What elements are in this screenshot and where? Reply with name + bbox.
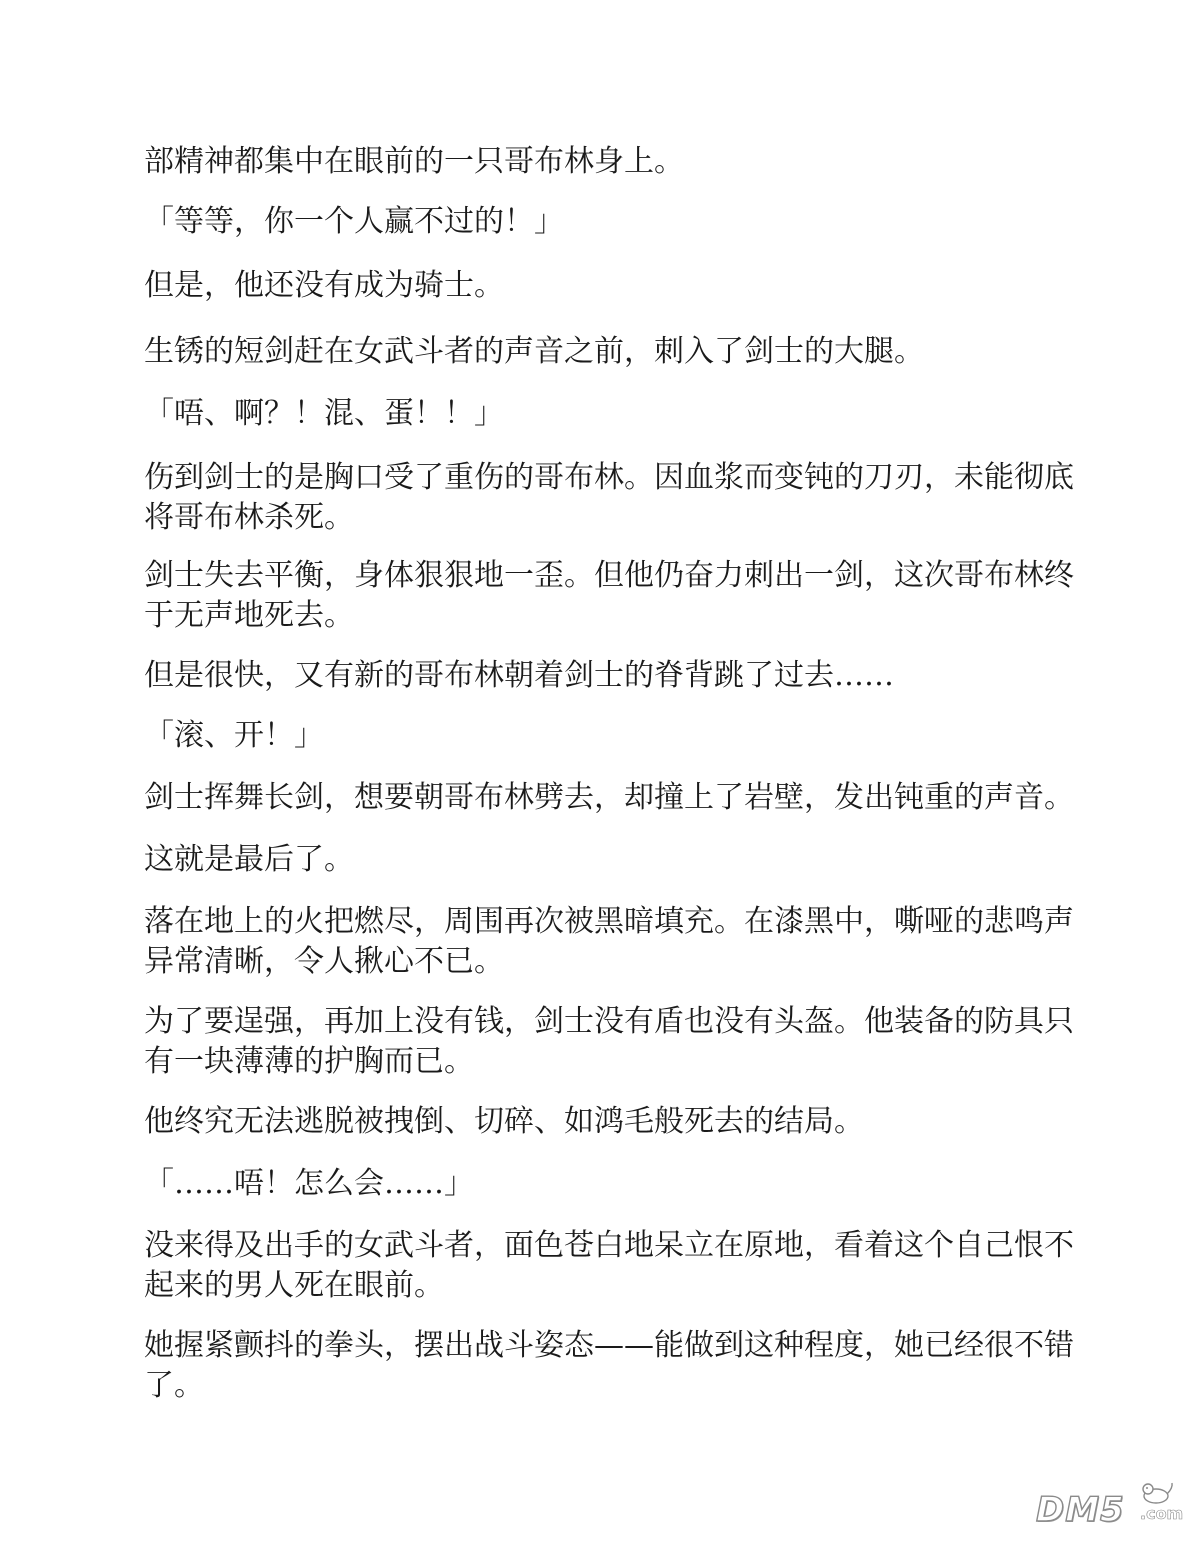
paragraph-1-line-1: 部精神都集中在眼前的一只哥布林身上。 xyxy=(144,144,684,179)
dm5-watermark xyxy=(1036,1480,1186,1530)
paragraph-7-line-2: 于无声地死去。 xyxy=(144,598,354,633)
watermark-logo: DM5 xyxy=(1036,1490,1125,1530)
paragraph-3-line-1: 但是，他还没有成为骑士。 xyxy=(144,268,504,303)
paragraph-4-line-1: 生锈的短剑赶在女武斗者的声音之前，刺入了剑士的大腿。 xyxy=(144,334,924,369)
paragraph-8-line-1: 但是很快，又有新的哥布林朝着剑士的脊背跳了过去…… xyxy=(144,658,894,693)
paragraph-10-line-1: 剑士挥舞长剑，想要朝哥布林劈去，却撞上了岩壁，发出钝重的声音。 xyxy=(144,780,1074,815)
paragraph-16-line-2: 起来的男人死在眼前。 xyxy=(144,1268,444,1303)
paragraph-9-line-1: 「滚、开！」 xyxy=(144,718,324,753)
paragraph-6-line-2: 将哥布林杀死。 xyxy=(144,500,354,535)
paragraph-12-line-2: 异常清晰，令人揪心不已。 xyxy=(144,944,504,979)
paragraph-14-line-1: 他终究无法逃脱被拽倒、切碎、如鸿毛般死去的结局。 xyxy=(144,1104,864,1139)
mascot-icon xyxy=(1136,1480,1176,1506)
paragraph-15-line-1: 「……唔！怎么会……」 xyxy=(144,1166,474,1201)
paragraph-5-line-1: 「唔、啊？！混、蛋！！」 xyxy=(144,396,504,431)
watermark-suffix: .com xyxy=(1140,1504,1184,1523)
paragraph-7-line-1: 剑士失去平衡，身体狠狠地一歪。但他仍奋力刺出一剑，这次哥布林终 xyxy=(144,558,1074,593)
paragraph-17-line-2: 了。 xyxy=(144,1368,204,1403)
paragraph-11-line-1: 这就是最后了。 xyxy=(144,842,354,877)
paragraph-13-line-2: 有一块薄薄的护胸而已。 xyxy=(144,1044,474,1079)
paragraph-2-line-1: 「等等，你一个人赢不过的！」 xyxy=(144,204,564,239)
paragraph-17-line-1: 她握紧颤抖的拳头，摆出战斗姿态——能做到这种程度，她已经很不错 xyxy=(144,1328,1074,1363)
paragraph-6-line-1: 伤到剑士的是胸口受了重伤的哥布林。因血浆而变钝的刀刃，未能彻底 xyxy=(144,460,1074,495)
paragraph-12-line-1: 落在地上的火把燃尽，周围再次被黑暗填充。在漆黑中，嘶哑的悲鸣声 xyxy=(144,904,1074,939)
paragraph-16-line-1: 没来得及出手的女武斗者，面色苍白地呆立在原地，看着这个自己恨不 xyxy=(144,1228,1074,1263)
paragraph-13-line-1: 为了要逞强，再加上没有钱，剑士没有盾也没有头盔。他装备的防具只 xyxy=(144,1004,1074,1039)
